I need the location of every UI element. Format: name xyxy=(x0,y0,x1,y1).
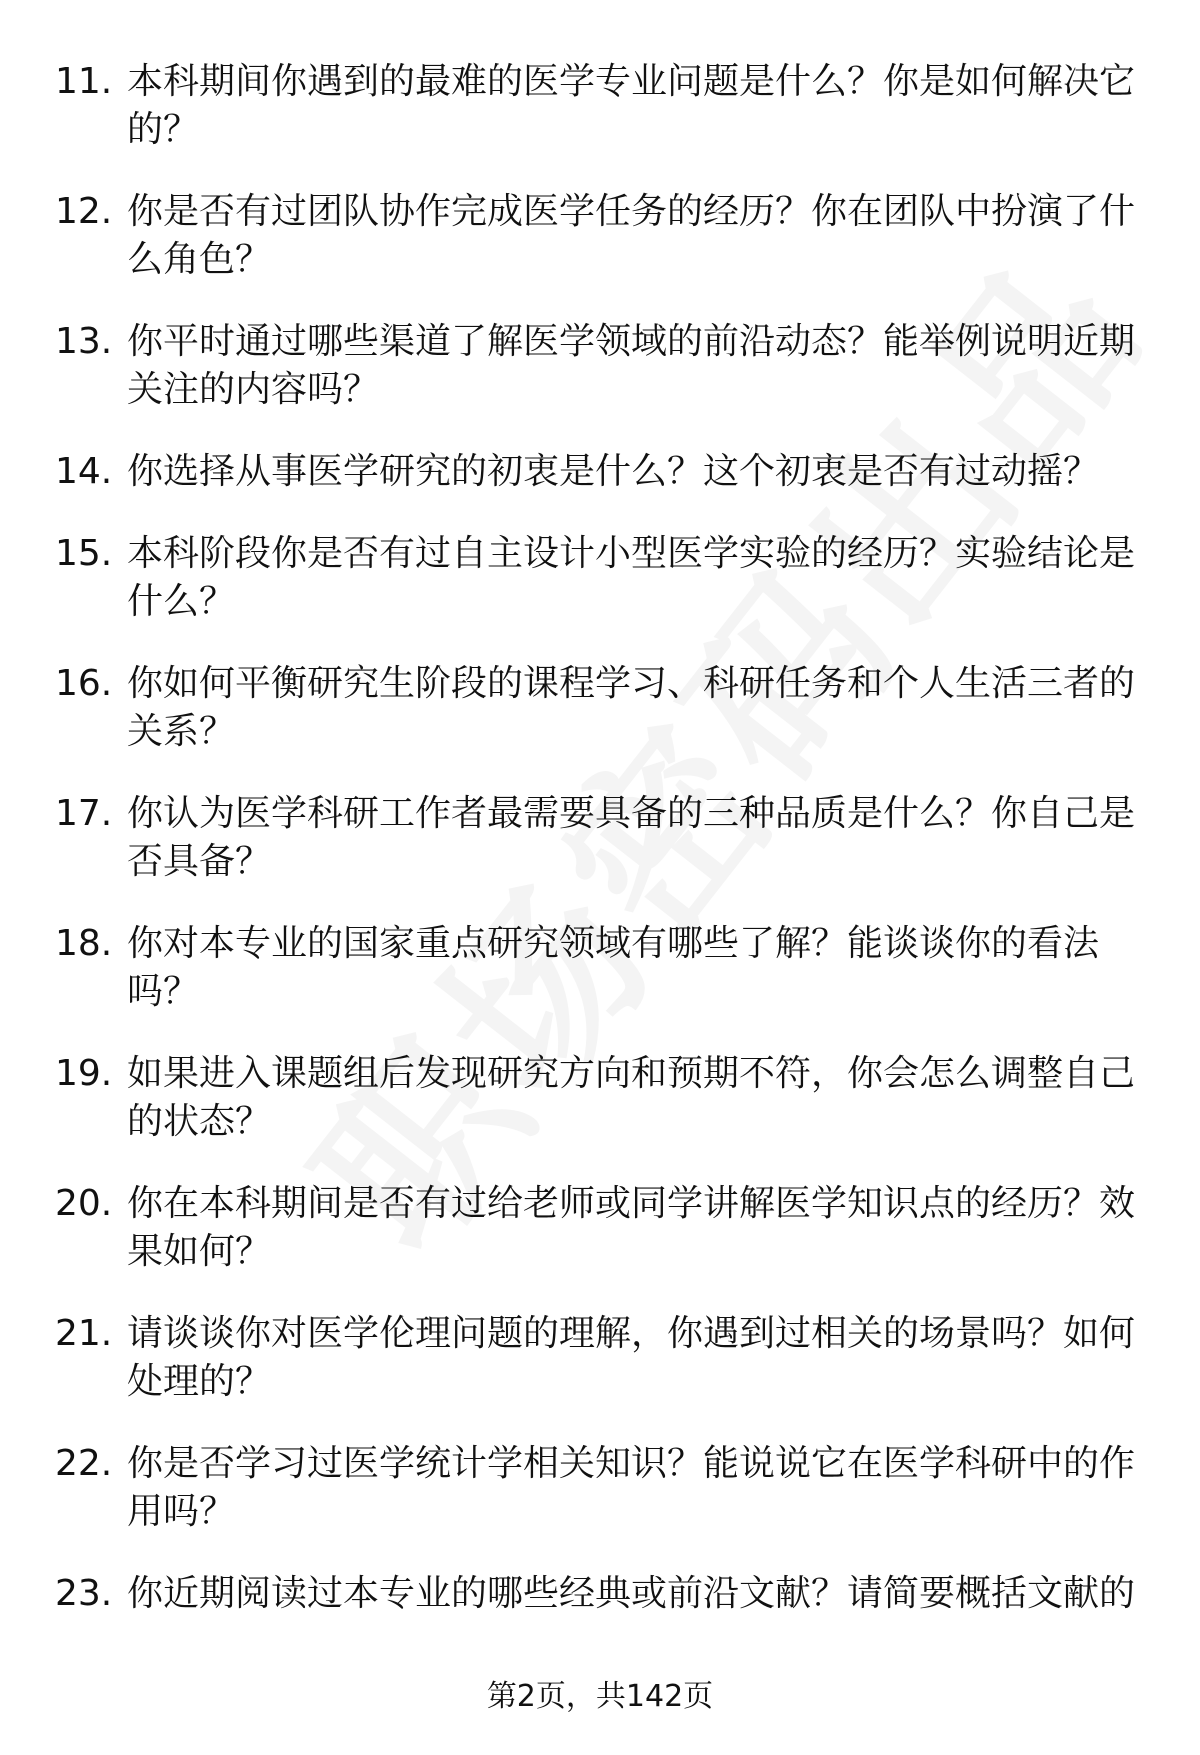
question-number: 11. xyxy=(55,61,113,102)
question-item xyxy=(55,1180,1145,1276)
question-item xyxy=(55,1050,1145,1146)
question-number: 19. xyxy=(55,1053,113,1094)
question-text: 你是否有过团队协作完成医学任务的经历？你在团队中扮演了什么角色？ xyxy=(127,191,1136,280)
question-text: 你认为医学科研工作者最需要具备的三种品质是什么？你自己是否具备？ xyxy=(127,793,1136,882)
question-item xyxy=(55,448,1145,496)
question-text: 本科期间你遇到的最难的医学专业问题是什么？你是如何解决它的？ xyxy=(127,61,1136,150)
question-item xyxy=(55,660,1145,756)
question-number: 14. xyxy=(55,451,113,492)
question-number: 23. xyxy=(55,1573,113,1614)
question-number: 16. xyxy=(55,663,113,704)
question-text: 你是否学习过医学统计学相关知识？能说说它在医学科研中的作用吗？ xyxy=(127,1443,1136,1532)
question-item xyxy=(55,920,1145,1016)
question-list xyxy=(55,58,1145,1618)
question-number: 13. xyxy=(55,321,113,362)
page-footer xyxy=(0,1677,1200,1717)
question-item xyxy=(55,1310,1145,1406)
question-item xyxy=(55,1570,1145,1618)
question-item xyxy=(55,318,1145,414)
question-item xyxy=(55,1440,1145,1536)
question-item xyxy=(55,530,1145,626)
question-item xyxy=(55,188,1145,284)
question-item xyxy=(55,790,1145,886)
question-text: 本科阶段你是否有过自主设计小型医学实验的经历？实验结论是什么？ xyxy=(127,533,1136,622)
question-text: 请谈谈你对医学伦理问题的理解，你遇到过相关的场景吗？如何处理的？ xyxy=(127,1313,1136,1402)
question-text: 你平时通过哪些渠道了解医学领域的前沿动态？能举例说明近期关注的内容吗？ xyxy=(127,321,1136,410)
question-number: 15. xyxy=(55,533,113,574)
question-number: 21. xyxy=(55,1313,113,1354)
question-number: 22. xyxy=(55,1443,113,1484)
question-text: 你选择从事医学研究的初衷是什么？这个初衷是否有过动摇？ xyxy=(127,451,1100,492)
question-number: 17. xyxy=(55,793,113,834)
question-text: 你如何平衡研究生阶段的课程学习、科研任务和个人生活三者的关系？ xyxy=(127,663,1136,752)
question-number: 12. xyxy=(55,191,113,232)
question-item xyxy=(55,58,1145,154)
question-number: 20. xyxy=(55,1183,113,1224)
question-text: 你对本专业的国家重点研究领域有哪些了解？能谈谈你的看法吗？ xyxy=(127,923,1100,1012)
question-number: 18. xyxy=(55,923,113,964)
page-number: 第2页，共142页 xyxy=(486,1679,714,1714)
question-text: 如果进入课题组后发现研究方向和预期不符，你会怎么调整自己的状态？ xyxy=(127,1053,1136,1142)
question-text: 你在本科期间是否有过给老师或同学讲解医学知识点的经历？效果如何？ xyxy=(127,1183,1136,1272)
question-text: 你近期阅读过本专业的哪些经典或前沿文献？请简要概括文献的 xyxy=(127,1573,1136,1614)
